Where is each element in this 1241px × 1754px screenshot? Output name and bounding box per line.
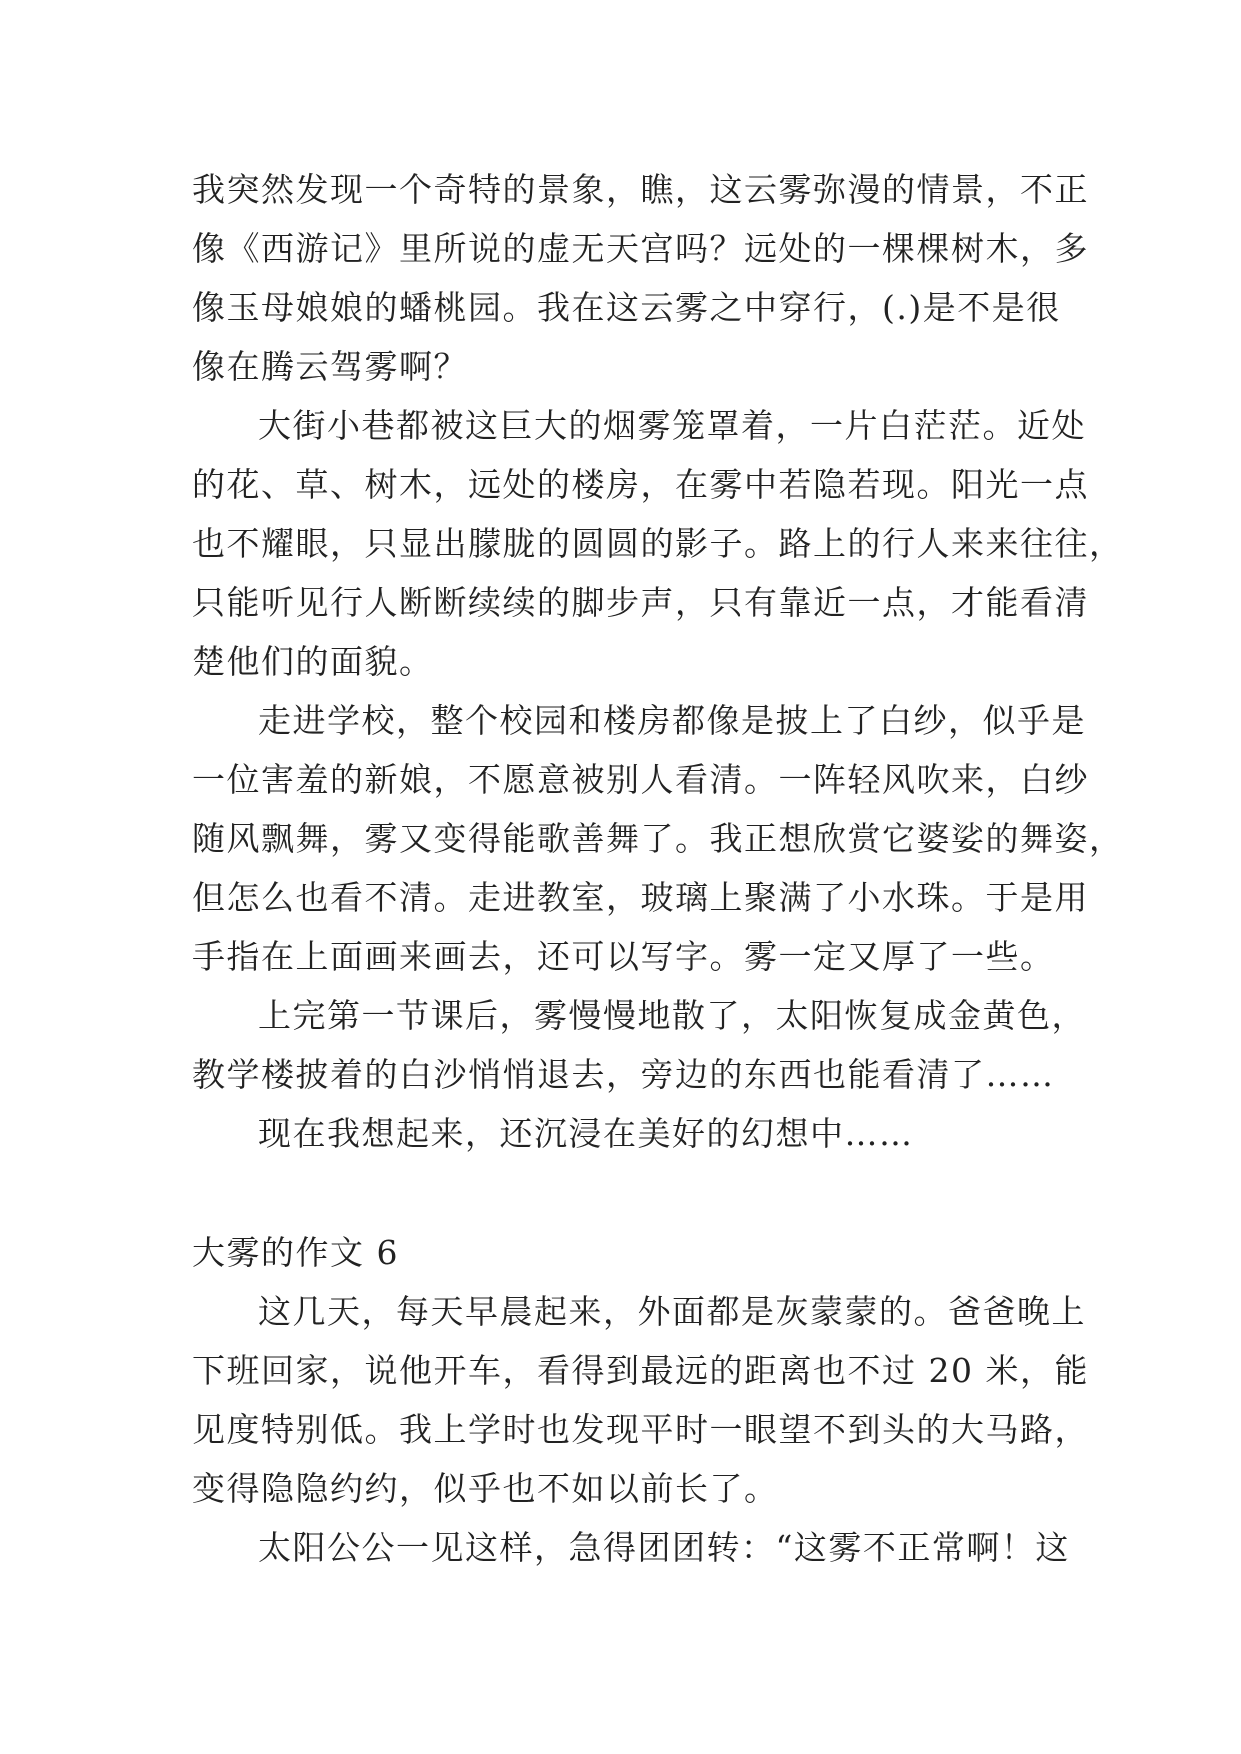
text-line: 走进学校，整个校园和楼房都像是披上了白纱，似乎是: [258, 701, 1086, 740]
text-line: 教学楼披着的白沙悄悄退去，旁边的东西也能看清了……: [192, 1055, 1055, 1094]
text-line: 上完第一节课后，雾慢慢地散了，太阳恢复成金黄色，: [258, 996, 1086, 1035]
text-line: 的花、草、树木，远处的楼房，在雾中若隐若现。阳光一点: [192, 465, 1089, 504]
section-title: 大雾的作文 6: [192, 1233, 399, 1272]
text-line: 下班回家，说他开车，看得到最远的距离也不过 20 米，能: [192, 1351, 1089, 1390]
text-line: 像在腾云驾雾啊？: [192, 347, 468, 386]
text-line: 变得隐隐约约，似乎也不如以前长了。: [192, 1469, 779, 1508]
paragraph: [192, 1518, 1070, 1577]
text-line: 楚他们的面貌。: [192, 642, 434, 681]
text-line: 见度特别低。我上学时也发现平时一眼望不到头的大马路，: [192, 1410, 1089, 1449]
paragraph: [192, 986, 1086, 1104]
paragraph: [192, 160, 1089, 396]
paragraph: [192, 1104, 1052, 1163]
text-line: 也不耀眼，只显出朦胧的圆圆的影子。路上的行人来来往往，: [192, 524, 1124, 563]
text-line: 像玉母娘娘的蟠桃园。我在这云雾之中穿行，(.)是不是很: [192, 288, 1061, 327]
section-spacer: [192, 1163, 1052, 1223]
text-line: 太阳公公一见这样，急得团团转：“这雾不正常啊！这: [258, 1528, 1070, 1567]
text-line: 随风飘舞，雾又变得能歌善舞了。我正想欣赏它婆娑的舞姿，: [192, 819, 1124, 858]
text-line: 这几天，每天早晨起来，外面都是灰蒙蒙的。爸爸晚上: [258, 1292, 1086, 1331]
document-page: [192, 160, 1124, 1577]
paragraph: [192, 1282, 1089, 1518]
paragraph: [192, 691, 1124, 986]
text-line: 只能听见行人断断续续的脚步声，只有靠近一点，才能看清: [192, 583, 1089, 622]
text-line: 像《西游记》里所说的虚无天宫吗？远处的一棵棵树木，多: [192, 229, 1089, 268]
text-line: 手指在上面画来画去，还可以写字。雾一定又厚了一些。: [192, 937, 1055, 976]
text-line: 但怎么也看不清。走进教室，玻璃上聚满了小水珠。于是用: [192, 878, 1089, 917]
text-line: 一位害羞的新娘，不愿意被别人看清。一阵轻风吹来，白纱: [192, 760, 1089, 799]
text-line: 现在我想起来，还沉浸在美好的幻想中……: [258, 1114, 914, 1153]
text-line: 大街小巷都被这巨大的烟雾笼罩着，一片白茫茫。近处: [258, 406, 1086, 445]
paragraph: [192, 396, 1124, 691]
text-line: 我突然发现一个奇特的景象，瞧，这云雾弥漫的情景，不正: [192, 170, 1089, 209]
